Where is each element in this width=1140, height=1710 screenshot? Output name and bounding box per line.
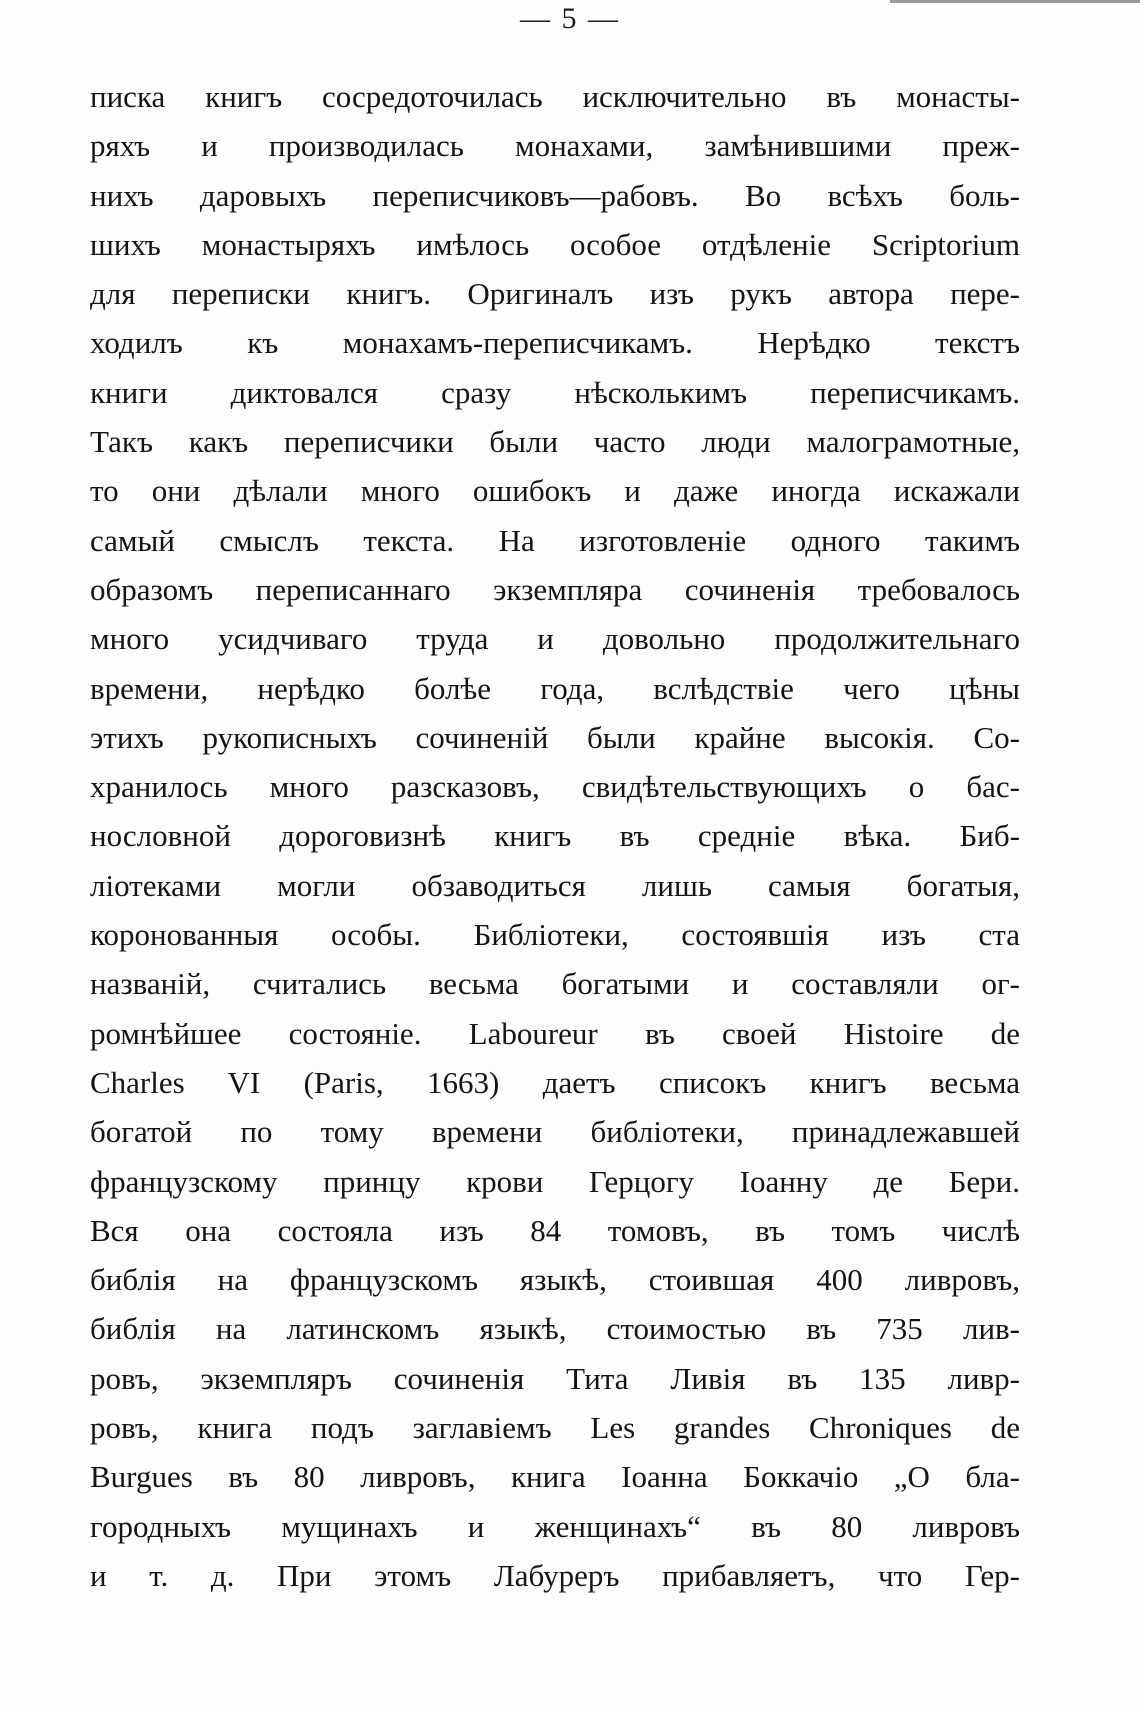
text-line: много усидчиваго труда и довольно продолжительнаго — [90, 621, 1020, 657]
text-line: то они дѣлали много ошибокъ и даже иногда искажали — [90, 473, 1020, 509]
text-line: ходилъ къ монахамъ-переписчикамъ. Нерѣдко текстъ — [90, 325, 1020, 361]
text-line: библія на латинскомъ языкѣ, стоимостью въ 735 лив- — [90, 1311, 1020, 1347]
text-line: ліотеками могли обзаводиться лишь самыя богатыя, — [90, 867, 1020, 903]
text-line: французскому принцу крови Герцогу Іоанну де Бери. — [90, 1163, 1020, 1199]
text-line: Burgues въ 80 ливровъ, книга Іоанна Боккачіо „О бла- — [90, 1459, 1020, 1495]
text-line: библія на французскомъ языкѣ, стоившая 400 ливровъ, — [90, 1262, 1020, 1298]
body-text — [90, 72, 1020, 1600]
text-line: и т. д. При этомъ Лабуреръ прибавляетъ, что Гер- — [90, 1557, 1020, 1593]
text-line: этихъ рукописныхъ сочиненій были крайне высокія. Со- — [90, 719, 1020, 755]
text-line: Такъ какъ переписчики были часто люди малограмотные, — [90, 424, 1020, 460]
text-line: для переписки книгъ. Оригиналъ изъ рукъ автора пере- — [90, 276, 1020, 312]
text-line: Charles VI (Paris, 1663) даетъ списокъ книгъ весьма — [90, 1064, 1020, 1100]
text-line: ровъ, экземпляръ сочиненія Тита Ливія въ 135 ливр- — [90, 1360, 1020, 1396]
text-line: Вся она состояла изъ 84 томовъ, въ томъ числѣ — [90, 1212, 1020, 1248]
text-line: нословной дороговизнѣ книгъ въ средніе вѣка. Биб- — [90, 818, 1020, 854]
text-line: городныхъ мущинахъ и женщинахъ“ въ 80 ливровъ — [90, 1508, 1020, 1544]
text-line: богатой по тому времени библіотеки, принадлежавшей — [90, 1114, 1020, 1150]
text-line: коронованныя особы. Библіотеки, состоявшія изъ ста — [90, 917, 1020, 953]
text-line: ромнѣйшее состояніе. Laboureur въ своей Histoire de — [90, 1015, 1020, 1051]
text-line: хранилось много разсказовъ, свидѣтельствующихъ о бас- — [90, 769, 1020, 805]
text-line: времени, нерѣдко болѣе года, вслѣдствіе чего цѣны — [90, 670, 1020, 706]
page-number: — 5 — — [520, 2, 620, 35]
text-line: писка книгъ сосредоточилась исключительно въ монасты- — [90, 79, 1020, 114]
text-line: ряхъ и производилась монахами, замѣнившими преж- — [90, 128, 1020, 164]
text-line: названій, считались весьма богатыми и составляли ог- — [90, 966, 1020, 1002]
text-line: нихъ даровыхъ переписчиковъ—рабовъ. Во всѣхъ боль- — [90, 177, 1020, 213]
text-line: образомъ переписаннаго экземпляра сочиненія требовалось — [90, 571, 1020, 607]
text-line: самый смыслъ текста. На изготовленіе одного такимъ — [90, 522, 1020, 558]
text-line: книги диктовался сразу нѣсколькимъ переписчикамъ. — [90, 374, 1020, 410]
text-line: шихъ монастыряхъ имѣлось особое отдѣленіе Scriptorium — [90, 226, 1020, 262]
text-line: ровъ, книга подъ заглавіемъ Les grandes Chroniques de — [90, 1410, 1020, 1446]
